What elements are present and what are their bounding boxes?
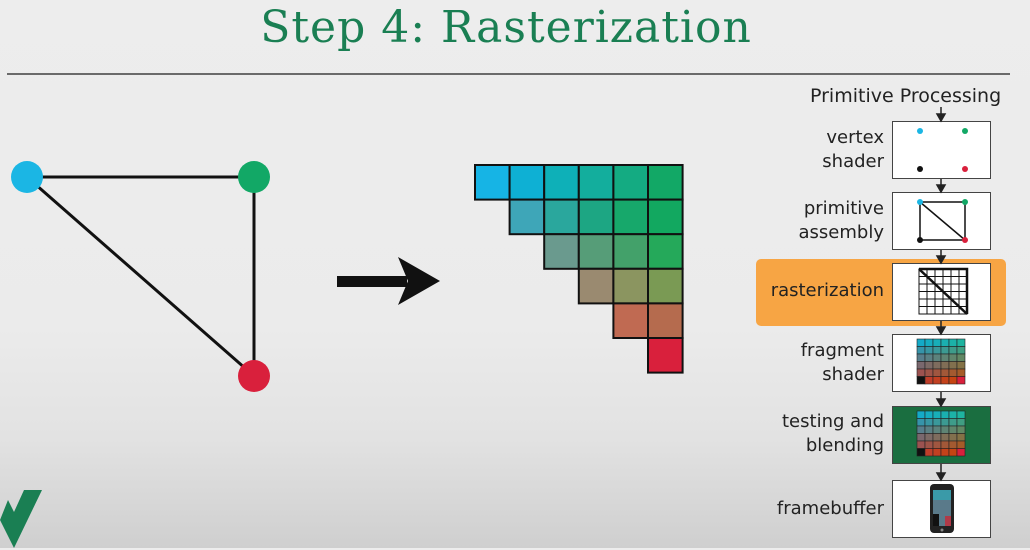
mini-fragment-cell: [925, 339, 933, 347]
mini-fragment-cell: [949, 434, 957, 442]
raster-grid-icon: [893, 264, 989, 319]
raster-cell: [613, 303, 648, 338]
testing-blending-label-line2: blending: [805, 435, 884, 456]
vertex-points-icon: [893, 122, 989, 177]
mini-fragment-cell: [933, 347, 941, 355]
mini-fragment-cell: [949, 354, 957, 362]
raster-cell: [544, 200, 579, 235]
mini-fragment-cell: [933, 339, 941, 347]
mini-fragment-cell: [957, 369, 965, 377]
mini-fragment-cell: [941, 434, 949, 442]
mini-fragment-cell: [949, 347, 957, 355]
mini-fragment-cell: [933, 419, 941, 427]
vertex-shader-box: [892, 121, 991, 179]
raster-cell: [579, 269, 614, 304]
transform-arrow: [337, 257, 440, 305]
raster-cell: [648, 269, 683, 304]
shaded-fragments-icon: [893, 335, 989, 390]
brand-logo-icon: [0, 490, 48, 550]
mini-fragment-cell: [957, 362, 965, 370]
mini-fragment-cell: [949, 419, 957, 427]
fragment-shader-label-line1: fragment: [800, 340, 884, 361]
mini-fragment-cell: [917, 434, 925, 442]
mini-fragment-cell: [933, 411, 941, 419]
rasterization-box: [892, 263, 991, 321]
vertex-shader-label: [770, 126, 884, 174]
mini-fragment-cell: [925, 347, 933, 355]
testing-blending-label-line1: testing and: [782, 411, 884, 432]
mini-fragment-cell: [941, 362, 949, 370]
primitive-assembly-label-line2: assembly: [798, 222, 884, 243]
mini-fragment-cell: [957, 426, 965, 434]
raster-cell: [544, 234, 579, 269]
mini-fragment-cell: [925, 434, 933, 442]
mini-fragment-cell: [917, 354, 925, 362]
mini-fragment-cell: [941, 419, 949, 427]
mini-fragment-cell: [941, 411, 949, 419]
primitive-assembly-box: [892, 192, 991, 250]
mini-fragment-cell: [957, 377, 965, 385]
mini-fragment-cell: [917, 377, 925, 385]
fragment-shader-label-line2: shader: [822, 364, 884, 385]
mini-fragment-cell: [933, 449, 941, 457]
raster-cell: [648, 165, 683, 200]
mini-fragment-cell: [925, 354, 933, 362]
mini-fragment-cell: [925, 419, 933, 427]
mini-fragment-cell: [941, 354, 949, 362]
raster-cell: [613, 200, 648, 235]
mini-fragment-cell: [941, 377, 949, 385]
raster-cell: [544, 165, 579, 200]
mini-fragment-cell: [933, 441, 941, 449]
mini-fragment-cell: [933, 354, 941, 362]
mini-fragment-cell: [917, 419, 925, 427]
raster-cell: [579, 200, 614, 235]
primitive-assembly-label: [760, 197, 884, 245]
mini-fragment-cell: [941, 339, 949, 347]
mini-fragment-cell: [949, 362, 957, 370]
mini-fragment-cell: [933, 426, 941, 434]
mini-fragment-cell: [925, 411, 933, 419]
mini-fragment-cell: [933, 434, 941, 442]
mini-fragment-cell: [941, 449, 949, 457]
mini-fragment-cell: [933, 369, 941, 377]
raster-cell: [648, 234, 683, 269]
raster-cell: [648, 303, 683, 338]
mini-fragment-cell: [933, 377, 941, 385]
vertex-cyan: [11, 161, 43, 193]
phone-display-icon: [893, 481, 989, 536]
mini-fragment-cell: [917, 449, 925, 457]
mini-fragment-cell: [917, 426, 925, 434]
mini-fragment-cell: [949, 411, 957, 419]
raster-cell: [579, 165, 614, 200]
pipeline-top-label: Primitive Processing: [810, 85, 1002, 107]
mini-fragment-cell: [917, 411, 925, 419]
arrow-shaft: [337, 276, 407, 287]
raster-cell: [510, 165, 545, 200]
mini-fragment-cell: [925, 362, 933, 370]
raster-cell: [648, 200, 683, 235]
raster-grid: [475, 165, 683, 373]
mini-fragment-cell: [941, 347, 949, 355]
mini-fragment-cell: [949, 426, 957, 434]
rasterization-label: rasterization: [770, 280, 884, 301]
mini-fragment-cell: [941, 441, 949, 449]
mini-fragment-cell: [925, 426, 933, 434]
framebuffer-label: framebuffer: [776, 498, 884, 519]
input-triangle: [11, 161, 270, 392]
vertex-shader-label-line1: vertex: [826, 127, 884, 148]
mini-fragment-cell: [949, 377, 957, 385]
fragment-shader-box: [892, 334, 991, 392]
mini-fragment-cell: [925, 449, 933, 457]
raster-cell: [475, 165, 510, 200]
triangle-edge-diagonal: [27, 177, 254, 376]
mini-fragment-cell: [917, 347, 925, 355]
mini-fragment-cell: [925, 369, 933, 377]
framebuffer-box: [892, 480, 991, 538]
blended-fragments-icon: [893, 407, 989, 462]
vertex-shader-label-line2: shader: [822, 151, 884, 172]
mini-fragment-cell: [917, 369, 925, 377]
mini-fragment-cell: [917, 339, 925, 347]
fragment-shader-label: [770, 339, 884, 387]
assembled-triangle-icon: [893, 193, 989, 248]
mini-fragment-cell: [949, 441, 957, 449]
raster-cell: [510, 200, 545, 235]
mini-fragment-cell: [957, 347, 965, 355]
vertex-red: [238, 360, 270, 392]
raster-cell: [613, 234, 648, 269]
mini-fragment-cell: [949, 449, 957, 457]
mini-fragment-cell: [941, 369, 949, 377]
raster-cell: [613, 165, 648, 200]
mini-fragment-cell: [957, 354, 965, 362]
mini-fragment-cell: [925, 377, 933, 385]
vertex-green: [238, 161, 270, 193]
mini-fragment-cell: [917, 441, 925, 449]
mini-fragment-cell: [949, 339, 957, 347]
raster-cell: [613, 269, 648, 304]
mini-fragment-cell: [957, 419, 965, 427]
mini-fragment-cell: [957, 411, 965, 419]
mini-fragment-cell: [957, 339, 965, 347]
mini-fragment-cell: [957, 441, 965, 449]
testing-blending-box: [892, 406, 991, 464]
primitive-assembly-label-line1: primitive: [803, 198, 884, 219]
raster-cell: [648, 338, 683, 373]
slide-title: Step 4: Rasterization: [260, 2, 752, 53]
mini-fragment-cell: [949, 369, 957, 377]
mini-fragment-cell: [941, 426, 949, 434]
mini-fragment-cell: [933, 362, 941, 370]
mini-fragment-cell: [917, 362, 925, 370]
mini-fragment-cell: [925, 441, 933, 449]
mini-fragment-cell: [957, 434, 965, 442]
mini-fragment-cell: [957, 449, 965, 457]
raster-cell: [579, 234, 614, 269]
testing-blending-label: [760, 410, 884, 458]
